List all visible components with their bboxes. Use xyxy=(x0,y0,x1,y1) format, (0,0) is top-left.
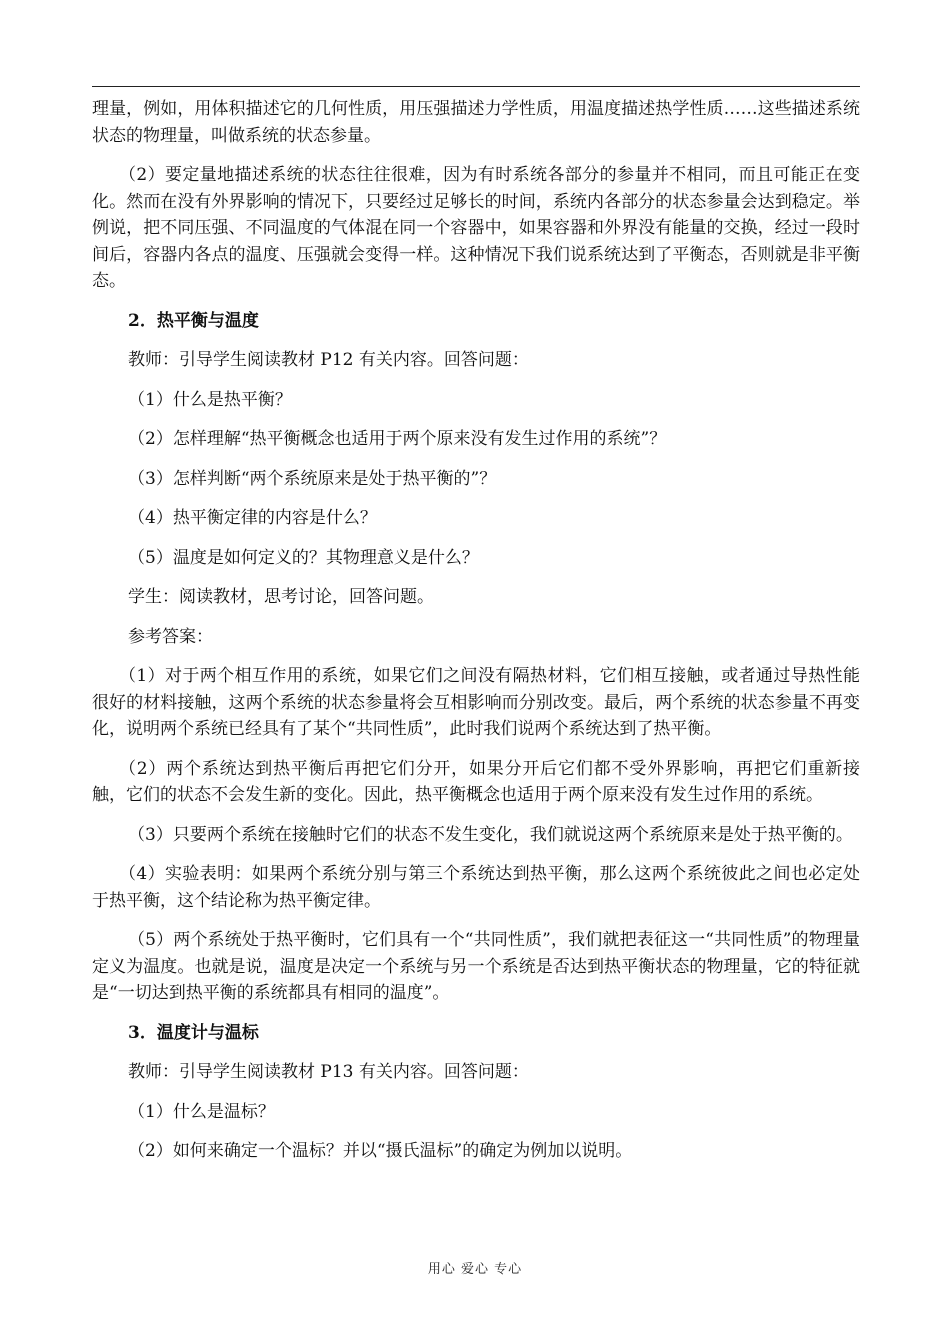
paragraph-state-parameters: 理量，例如，用体积描述它的几何性质，用压强描述力学性质，用温度描述热学性质……这些描述系统状态的物理量，叫做系统的状态参量。 xyxy=(92,99,860,146)
teacher-instruction: 教师：引导学生阅读教材 P13 有关内容。回答问题： xyxy=(128,1062,529,1082)
section-heading-thermal-equilibrium: 2．热平衡与温度 xyxy=(128,310,259,331)
student-activity: 学生：阅读教材，思考讨论，回答问题。 xyxy=(128,587,434,607)
section-heading-thermometer: 3．温度计与温标 xyxy=(128,1022,259,1043)
answer-paragraph: （5）两个系统处于热平衡时，它们具有一个“共同性质”，我们就把表征这一“共同性质”的物理量定义为温度。也就是说，温度是决定一个系统与另一个系统是否达到热平衡状态的物理量，它的特征就是“一切达到热平衡的系统都具有相同的温度”。 xyxy=(92,930,860,1003)
answer-paragraph: （3）只要两个系统在接触时它们的状态不发生变化，我们就说这两个系统原来是处于热平衡的。 xyxy=(128,824,853,845)
answer-paragraph: （1）对于两个相互作用的系统，如果它们之间没有隔热材料，它们相互接触，或者通过导热性能很好的材料接触，这两个系统的状态参量将会互相影响而分别改变。最后，两个系统的状态参量不再变化，说明两个系统已经具有了某个“共同性质”，此时我们说两个系统达到了热平衡。 xyxy=(92,666,860,739)
question-item: （3）怎样判断“两个系统原来是处于热平衡的”？ xyxy=(128,468,497,489)
question-item: （5）温度是如何定义的？其物理意义是什么？ xyxy=(128,547,479,568)
question-item: （4）热平衡定律的内容是什么？ xyxy=(128,508,377,528)
question-item: （2）怎样理解“热平衡概念也适用于两个原来没有发生过作用的系统”？ xyxy=(128,429,667,449)
page-footer: 用心 爱心 专心 xyxy=(427,1262,523,1277)
teacher-instruction: 教师：引导学生阅读教材 P12 有关内容。回答问题： xyxy=(128,350,529,370)
reference-answer-label: 参考答案： xyxy=(128,626,213,647)
answer-paragraph: （4）实验表明：如果两个系统分别与第三个系统达到热平衡，那么这两个系统彼此之间也必定处于热平衡，这个结论称为热平衡定律。 xyxy=(92,864,860,911)
paragraph-equilibrium-state: （2）要定量地描述系统的状态往往很难，因为有时系统各部分的参量并不相同，而且可能正在变化。然而在没有外界影响的情况下，只要经过足够长的时间，系统内各部分的状态参量会达到稳定。举例说，把不同压强、不同温度的气体混在同一个容器中，如果容器和外界没有能量的交换，经过一段时间后，容器内各点的温度、压强就会变得一样。这种情况下我们说系统达到了平衡态，否则就是非平衡态。 xyxy=(92,165,860,291)
question-item: （1）什么是温标？ xyxy=(128,1101,275,1122)
question-item: （2）如何来确定一个温标？并以“摄氏温标”的确定为例加以说明。 xyxy=(128,1141,633,1161)
question-item: （1）什么是热平衡？ xyxy=(128,389,292,410)
header-rule xyxy=(92,86,860,87)
answer-paragraph: （2）两个系统达到热平衡后再把它们分开，如果分开后它们都不受外界影响，再把它们重新接触，它们的状态不会发生新的变化。因此，热平衡概念也适用于两个原来没有发生过作用的系统。 xyxy=(92,758,860,805)
document-body xyxy=(92,96,860,1178)
